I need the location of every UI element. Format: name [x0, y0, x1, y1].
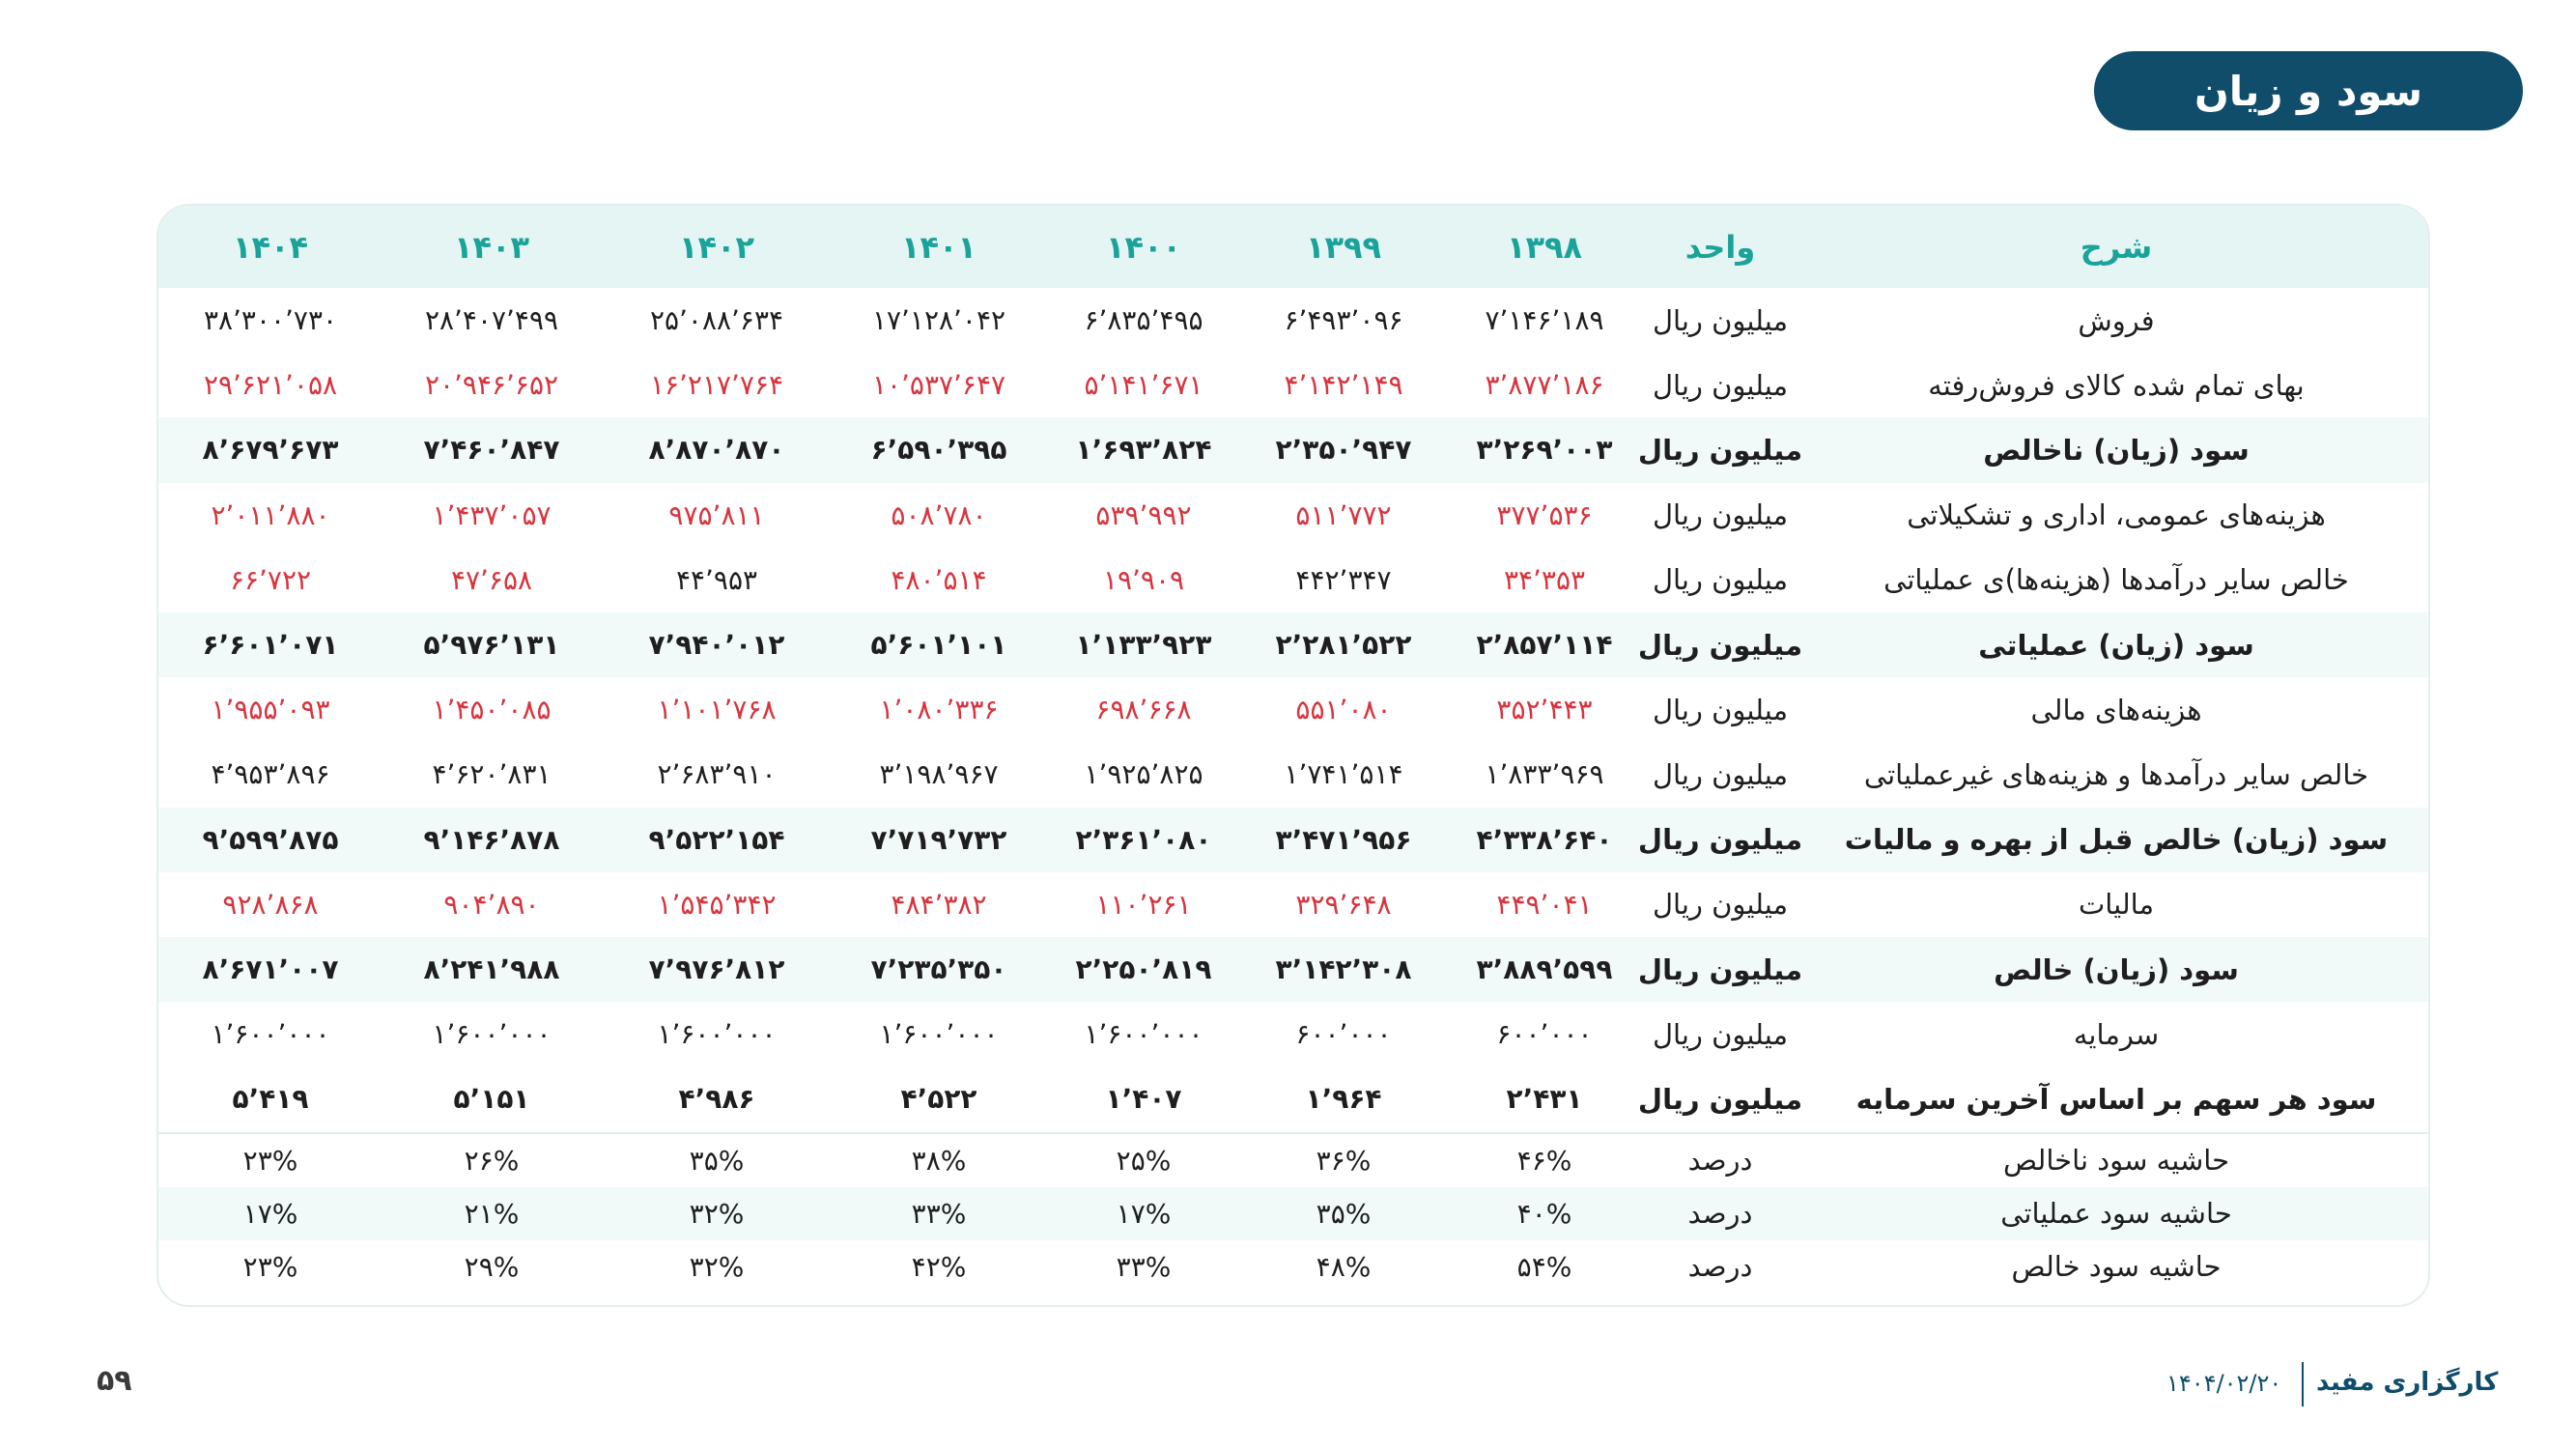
- table-row: [158, 1002, 2428, 1066]
- row-value: ۴۶%: [1516, 1144, 1572, 1177]
- row-value: ۳۲%: [689, 1197, 745, 1230]
- row-value: ۷٬۴۶۰٬۸۴۷: [423, 434, 560, 467]
- row-label: سود (زیان) عملیاتی: [1978, 628, 2254, 662]
- header-year: ۱۴۰۲: [678, 228, 755, 266]
- table-row: [158, 1187, 2428, 1240]
- table-row: [158, 937, 2428, 1002]
- row-value: ۱٬۶۰۰٬۰۰۰: [879, 1018, 999, 1051]
- row-unit: درصد: [1687, 1250, 1753, 1284]
- header-description: شرح: [2080, 228, 2153, 266]
- row-label: سود هر سهم بر اساس آخرین سرمایه: [1855, 1082, 2377, 1116]
- row-value: ۳۷۷٬۵۳۶: [1496, 498, 1593, 531]
- brand-name: کارگزاری مفید: [2316, 1368, 2499, 1397]
- row-value: ۱٬۴۵۰٬۰۸۵: [432, 694, 552, 726]
- row-unit: میلیون ریال: [1637, 823, 1803, 857]
- row-unit: درصد: [1687, 1144, 1753, 1178]
- table-row: [158, 417, 2428, 482]
- row-value: ۸٬۲۴۱٬۹۸۸: [423, 953, 560, 986]
- row-value: ۶٬۶۰۱٬۰۷۱: [202, 629, 339, 662]
- row-value: ۱۶٬۲۱۷٬۷۶۴: [649, 369, 784, 402]
- row-value: ۱٬۶۰۰٬۰۰۰: [211, 1018, 330, 1051]
- row-value: ۳٬۸۷۷٬۱۸۶: [1485, 369, 1604, 402]
- row-value: ۱۷٬۱۲۸٬۰۴۲: [871, 304, 1006, 337]
- row-label: خالص سایر درآمدها و هزینه‌های غیرعملیاتی: [1863, 757, 2369, 791]
- row-unit: میلیون ریال: [1652, 757, 1789, 791]
- row-label: سود (زیان) ناخالص: [1983, 433, 2250, 467]
- row-value: ۲٬۰۱۱٬۸۸۰: [211, 498, 330, 531]
- row-value: ۹۲۸٬۸۶۸: [222, 888, 319, 921]
- row-label: هزینه‌های عمومی، اداری و تشکیلاتی: [1907, 498, 2326, 532]
- row-value: ۱٬۷۴۱٬۵۱۴: [1284, 758, 1403, 791]
- row-value: ۲٬۲۵۰٬۸۱۹: [1075, 953, 1212, 986]
- table-row: [158, 808, 2428, 872]
- table-row: [158, 483, 2428, 548]
- row-value: ۱۷%: [242, 1197, 298, 1230]
- header-year: ۱۴۰۱: [900, 228, 977, 266]
- row-value: ۵۰۸٬۷۸۰: [891, 498, 987, 531]
- row-value: ۱٬۹۲۵٬۸۲۵: [1084, 758, 1203, 791]
- row-value: ۶٬۴۹۳٬۰۹۶: [1284, 304, 1403, 337]
- row-value: ۱٬۶۹۳٬۸۲۴: [1075, 434, 1212, 467]
- row-value: ۲۳%: [242, 1250, 298, 1283]
- row-value: ۱٬۵۴۵٬۳۴۲: [657, 888, 777, 921]
- row-unit: میلیون ریال: [1652, 888, 1789, 922]
- table-header-row: [158, 206, 2428, 288]
- row-value: ۱٬۶۰۰٬۰۰۰: [657, 1018, 777, 1051]
- row-label: حاشیه سود خالص: [2011, 1250, 2222, 1284]
- row-value: ۴٬۹۵۳٬۸۹۶: [211, 758, 330, 791]
- row-value: ۲۹٬۶۲۱٬۰۵۸: [203, 369, 338, 402]
- row-label: فروش: [2078, 303, 2155, 337]
- header-year: ۱۳۹۸: [1506, 228, 1583, 266]
- row-value: ۴۴۹٬۰۴۱: [1496, 888, 1593, 921]
- row-value: ۵٬۶۰۱٬۱۰۱: [870, 629, 1007, 662]
- row-value: ۸٬۸۷۰٬۸۷۰: [648, 434, 785, 467]
- table-row: [158, 872, 2428, 937]
- row-value: ۲٬۸۵۷٬۱۱۴: [1476, 629, 1613, 662]
- row-value: ۷٬۲۳۵٬۳۵۰: [870, 953, 1007, 986]
- table-row: [158, 677, 2428, 742]
- row-value: ۸٬۶۷۹٬۶۷۳: [202, 434, 339, 467]
- row-value: ۶٬۸۳۵٬۴۹۵: [1084, 304, 1203, 337]
- row-value: ۲٬۲۸۱٬۵۲۲: [1275, 629, 1412, 662]
- footer-divider: [2302, 1362, 2304, 1406]
- row-label: حاشیه سود ناخالص: [2002, 1144, 2230, 1178]
- row-value: ۴۸۰٬۵۱۴: [891, 563, 987, 596]
- row-unit: میلیون ریال: [1652, 498, 1789, 532]
- income-statement-table: [156, 204, 2430, 1307]
- row-value: ۱۷%: [1116, 1197, 1172, 1230]
- row-value: ۸٬۶۷۱٬۰۰۷: [202, 953, 339, 986]
- page-number: ۵۹: [97, 1364, 132, 1398]
- row-value: ۴٬۵۲۲: [900, 1083, 977, 1116]
- row-value: ۲۸٬۴۰۷٬۴۹۹: [424, 304, 559, 337]
- header-year: ۱۴۰۴: [232, 228, 309, 266]
- row-value: ۳۳%: [1116, 1250, 1172, 1283]
- row-label: سود (زیان) خالص قبل از بهره و مالیات: [1844, 823, 2389, 857]
- row-value: ۷٬۹۷۶٬۸۱۲: [648, 953, 785, 986]
- header-year: ۱۳۹۹: [1305, 228, 1382, 266]
- row-value: ۱٬۰۸۰٬۳۳۶: [879, 694, 999, 726]
- row-value: ۴۴۲٬۳۴۷: [1295, 563, 1392, 596]
- row-unit: میلیون ریال: [1652, 1017, 1789, 1051]
- table-row: [158, 612, 2428, 677]
- row-value: ۳۲۹٬۶۴۸: [1295, 888, 1392, 921]
- row-value: ۱٬۹۶۴: [1305, 1083, 1382, 1116]
- row-label: سود (زیان) خالص: [1994, 952, 2239, 986]
- row-value: ۲۵٬۰۸۸٬۶۳۴: [649, 304, 784, 337]
- row-value: ۲٬۶۸۳٬۹۱۰: [657, 758, 777, 791]
- row-value: ۴۸۴٬۳۸۲: [891, 888, 987, 921]
- row-unit: میلیون ریال: [1652, 563, 1789, 597]
- row-unit: میلیون ریال: [1637, 952, 1803, 986]
- row-value: ۳٬۱۴۲٬۳۰۸: [1275, 953, 1412, 986]
- row-value: ۴٬۱۴۲٬۱۴۹: [1284, 369, 1403, 402]
- row-value: ۳۶%: [1316, 1144, 1372, 1177]
- row-value: ۲۱%: [464, 1197, 520, 1230]
- row-value: ۲۶%: [464, 1144, 520, 1177]
- row-value: ۱۰٬۵۳۷٬۶۴۷: [871, 369, 1006, 402]
- row-value: ۹۰۴٬۸۹۰: [443, 888, 540, 921]
- row-value: ۱٬۸۳۳٬۹۶۹: [1485, 758, 1604, 791]
- report-date: ۱۴۰۴/۰۲/۲۰: [2166, 1370, 2282, 1397]
- row-value: ۳۵%: [1316, 1197, 1372, 1230]
- row-value: ۳٬۸۸۹٬۵۹۹: [1476, 953, 1613, 986]
- row-value: ۵٬۴۱۹: [232, 1083, 309, 1116]
- row-value: ۲۳%: [242, 1144, 298, 1177]
- row-value: ۱٬۶۰۰٬۰۰۰: [432, 1018, 552, 1051]
- row-value: ۴٬۳۳۸٬۶۴۰: [1476, 823, 1613, 856]
- row-value: ۱٬۴۳۷٬۰۵۷: [432, 498, 552, 531]
- row-value: ۱٬۴۰۷: [1105, 1083, 1182, 1116]
- row-value: ۲۰٬۹۴۶٬۶۵۲: [424, 369, 559, 402]
- row-value: ۷٬۷۱۹٬۷۳۲: [870, 823, 1007, 856]
- row-value: ۶۰۰٬۰۰۰: [1295, 1018, 1392, 1051]
- row-value: ۲۹%: [464, 1250, 520, 1283]
- row-value: ۲٬۳۵۰٬۹۴۷: [1275, 434, 1412, 467]
- row-value: ۲۵%: [1116, 1144, 1172, 1177]
- row-value: ۱٬۶۰۰٬۰۰۰: [1084, 1018, 1203, 1051]
- row-value: ۳۵%: [689, 1144, 745, 1177]
- row-value: ۳٬۴۷۱٬۹۵۶: [1275, 823, 1412, 856]
- row-value: ۳۸%: [911, 1144, 967, 1177]
- row-value: ۱۱۰٬۲۶۱: [1095, 888, 1192, 921]
- row-value: ۴۰%: [1516, 1197, 1572, 1230]
- row-unit: میلیون ریال: [1637, 1082, 1803, 1116]
- row-value: ۳٬۱۹۸٬۹۶۷: [879, 758, 999, 791]
- row-value: ۴۸%: [1316, 1250, 1372, 1283]
- table-row: [158, 288, 2428, 353]
- row-value: ۴٬۹۸۶: [678, 1083, 755, 1116]
- row-unit: درصد: [1687, 1197, 1753, 1231]
- row-unit: میلیون ریال: [1637, 433, 1803, 467]
- row-label: خالص سایر درآمدها (هزینه‌ها)ی عملیاتی: [1883, 563, 2349, 597]
- row-value: ۵۱۱٬۷۷۲: [1295, 498, 1392, 531]
- row-value: ۳٬۲۶۹٬۰۰۳: [1476, 434, 1613, 467]
- row-unit: میلیون ریال: [1637, 628, 1803, 662]
- header-year: ۱۴۰۳: [453, 228, 530, 266]
- row-value: ۳۴٬۳۵۳: [1503, 563, 1586, 596]
- row-value: ۳۸٬۳۰۰٬۷۳۰: [203, 304, 338, 337]
- row-value: ۶۶٬۷۲۲: [229, 563, 312, 596]
- row-value: ۶۰۰٬۰۰۰: [1496, 1018, 1593, 1051]
- row-value: ۱٬۱۳۳٬۹۲۳: [1075, 629, 1212, 662]
- table-row: [158, 1240, 2428, 1293]
- table-row: [158, 1134, 2428, 1187]
- row-value: ۵۵۱٬۰۸۰: [1295, 694, 1392, 726]
- row-value: ۵۳۹٬۹۹۲: [1095, 498, 1192, 531]
- row-value: ۹٬۱۴۶٬۸۷۸: [423, 823, 560, 856]
- row-unit: میلیون ریال: [1652, 368, 1789, 402]
- header-unit: واحد: [1684, 228, 1756, 266]
- row-value: ۳۳%: [911, 1197, 967, 1230]
- row-label: هزینه‌های مالی: [2030, 693, 2202, 726]
- row-label: سرمایه: [2073, 1017, 2160, 1051]
- row-value: ۴٬۶۲۰٬۸۳۱: [432, 758, 552, 791]
- row-value: ۹٬۵۹۹٬۸۷۵: [202, 823, 339, 856]
- table-row: [158, 353, 2428, 417]
- row-label: بهای تمام شده کالای فروش‌رفته: [1928, 368, 2305, 402]
- section-divider: [158, 1132, 2428, 1134]
- row-value: ۲٬۳۶۱٬۰۸۰: [1075, 823, 1212, 856]
- row-value: ۵٬۱۵۱: [453, 1083, 530, 1116]
- row-value: ۶۹۸٬۶۶۸: [1095, 694, 1192, 726]
- row-value: ۴۲%: [911, 1250, 967, 1283]
- page-title: سود و زیان: [2094, 51, 2523, 130]
- row-value: ۵۴%: [1516, 1250, 1572, 1283]
- row-value: ۳۲%: [689, 1250, 745, 1283]
- header-year: ۱۴۰۰: [1105, 228, 1182, 266]
- row-value: ۷٬۹۴۰٬۰۱۲: [648, 629, 785, 662]
- row-value: ۵٬۱۴۱٬۶۷۱: [1084, 369, 1203, 402]
- row-value: ۵٬۹۷۶٬۱۳۱: [423, 629, 560, 662]
- row-value: ۶٬۵۹۰٬۳۹۵: [870, 434, 1007, 467]
- row-value: ۹٬۵۲۲٬۱۵۴: [648, 823, 785, 856]
- table-row: [158, 548, 2428, 612]
- row-value: ۷٬۱۴۶٬۱۸۹: [1485, 304, 1604, 337]
- row-value: ۴۴٬۹۵۳: [675, 563, 758, 596]
- row-label: مالیات: [2078, 888, 2155, 922]
- row-value: ۱٬۹۵۵٬۰۹۳: [211, 694, 330, 726]
- row-unit: میلیون ریال: [1652, 693, 1789, 726]
- row-value: ۳۵۲٬۴۴۳: [1496, 694, 1593, 726]
- row-value: ۲٬۴۳۱: [1506, 1083, 1583, 1116]
- row-value: ۱۹٬۹۰۹: [1102, 563, 1185, 596]
- row-label: حاشیه سود عملیاتی: [2000, 1197, 2232, 1231]
- row-value: ۹۷۵٬۸۱۱: [668, 498, 765, 531]
- row-value: ۴۷٬۶۵۸: [450, 563, 533, 596]
- table-row: [158, 742, 2428, 807]
- row-unit: میلیون ریال: [1652, 303, 1789, 337]
- row-value: ۱٬۱۰۱٬۷۶۸: [657, 694, 777, 726]
- table-row: [158, 1066, 2428, 1131]
